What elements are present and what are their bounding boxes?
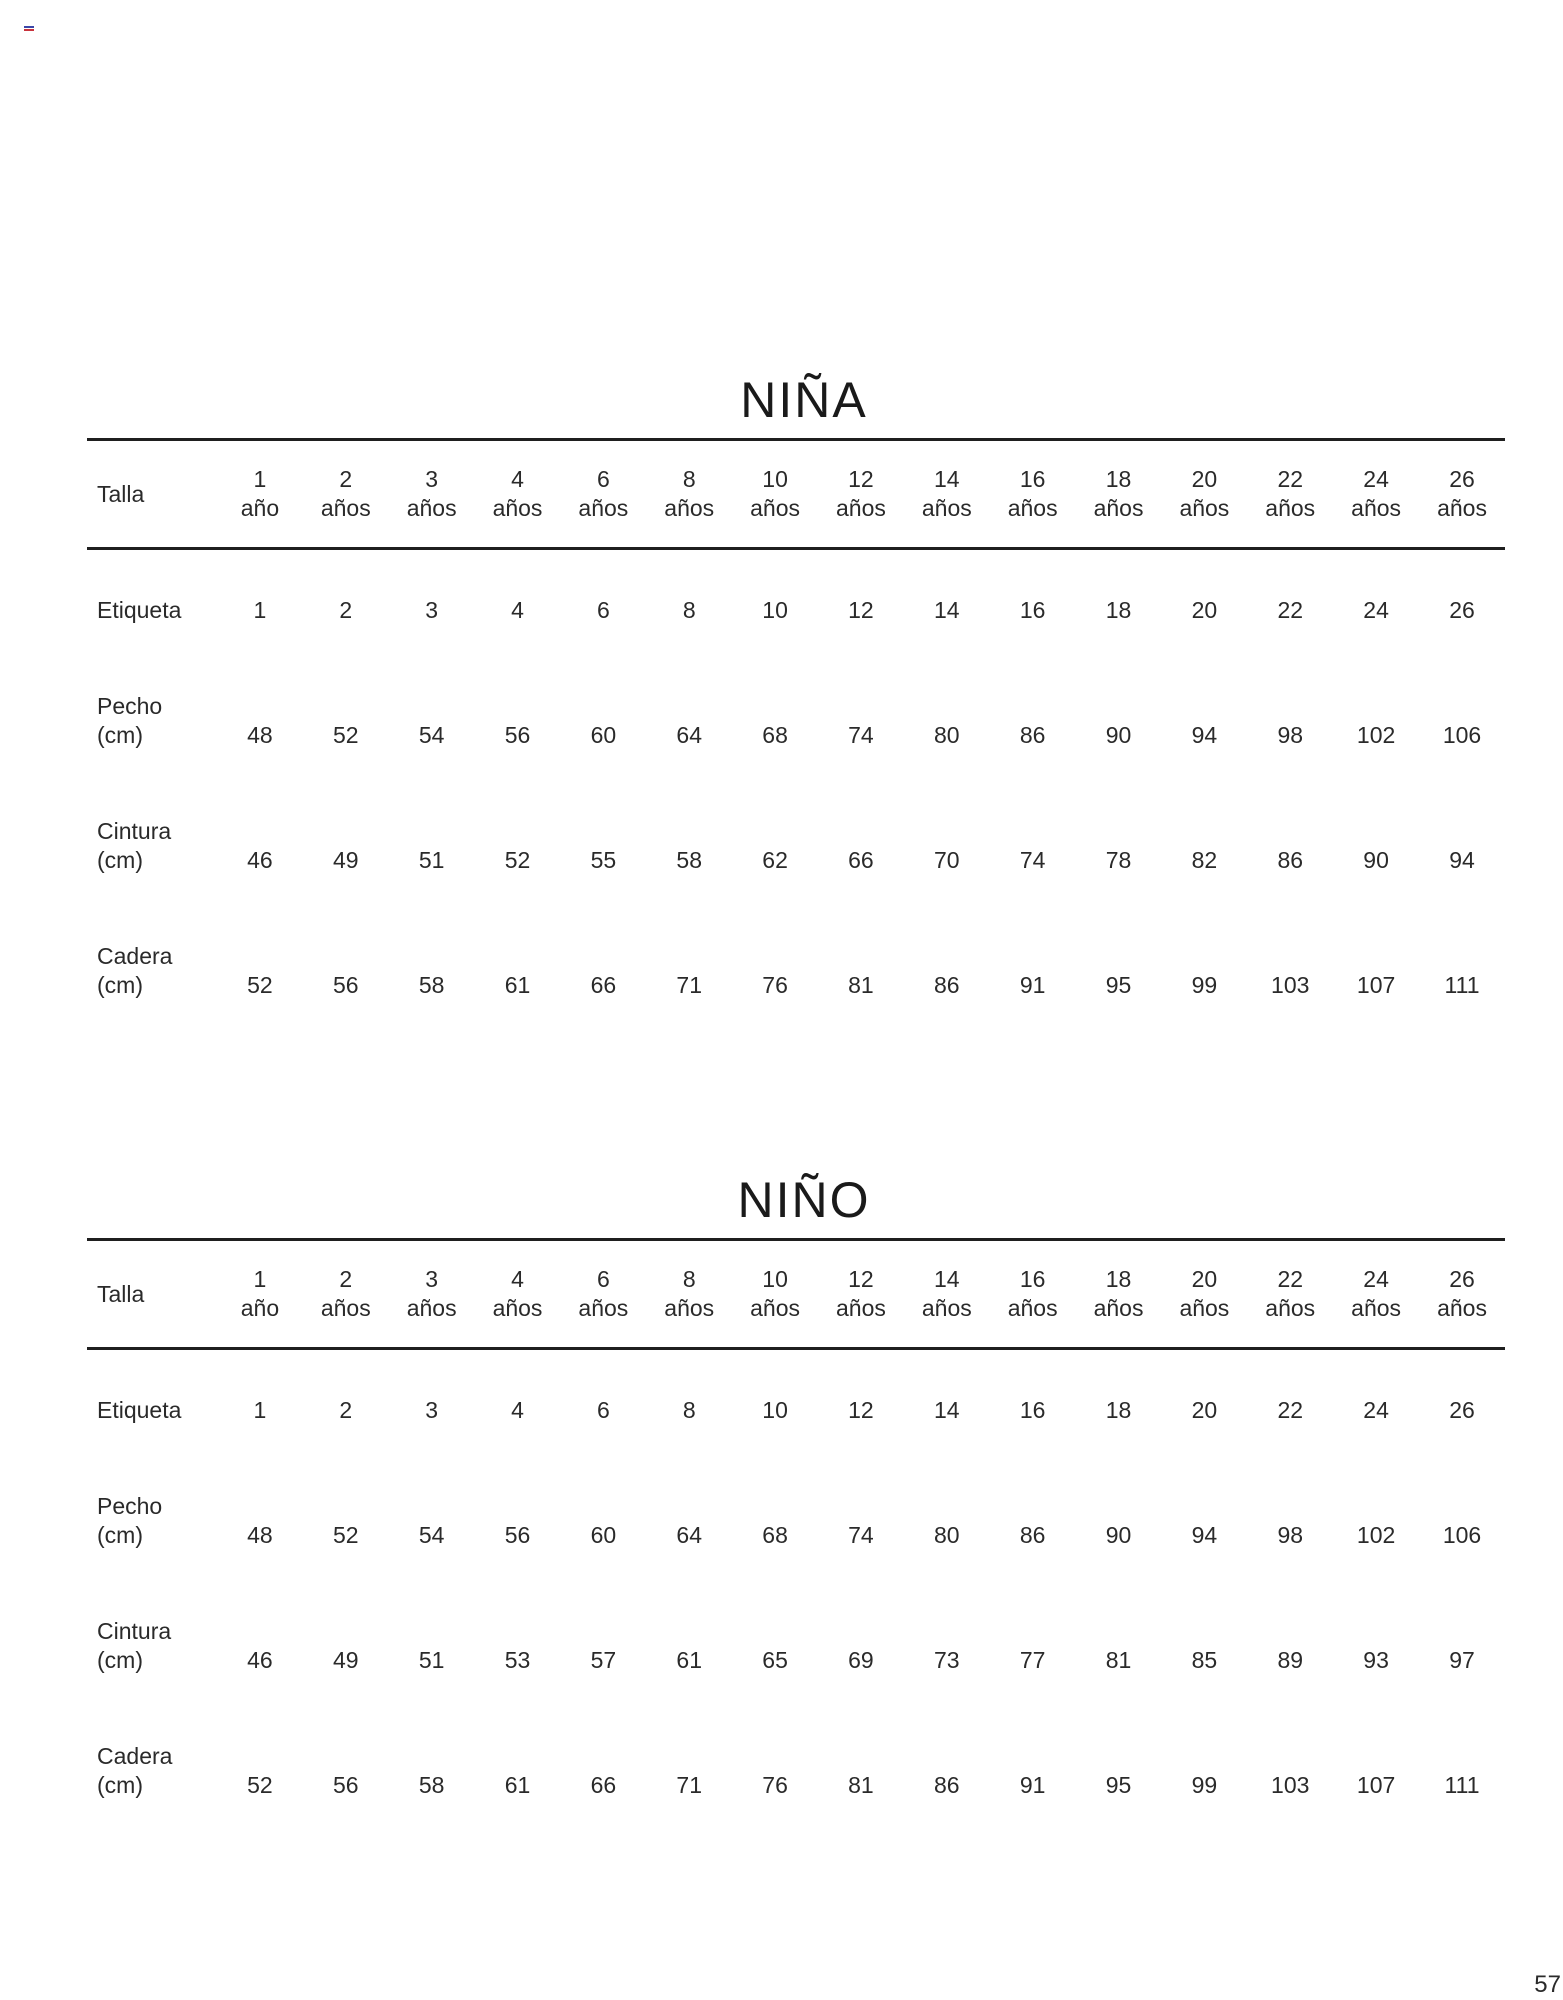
- table-cell: 52: [247, 1771, 273, 1798]
- size-column-unit: años: [492, 495, 543, 521]
- table-cell: 86: [934, 971, 960, 998]
- row-label-name: Cintura: [97, 1617, 172, 1644]
- size-column-number: 1: [253, 1266, 267, 1292]
- table-cell: 107: [1356, 1771, 1396, 1798]
- table-cell: 86: [934, 1771, 960, 1798]
- table-cell: 52: [332, 721, 359, 748]
- table-cell: 66: [848, 846, 874, 873]
- size-column-header: [560, 440, 646, 549]
- table-cell: 98: [1277, 721, 1304, 748]
- size-column-number: 12: [848, 466, 874, 492]
- table-cell: 26: [1449, 1396, 1475, 1423]
- size-column-number: 16: [1019, 1266, 1046, 1292]
- table-cell: 71: [676, 1771, 703, 1798]
- table-cell: 58: [418, 971, 445, 998]
- table-cell: 86: [1019, 721, 1046, 748]
- size-column-number: 20: [1191, 1266, 1218, 1292]
- size-column-unit: años: [1007, 495, 1058, 521]
- table-cell: 14: [934, 1396, 960, 1423]
- size-column-unit: años: [1093, 495, 1144, 521]
- size-column-number: 12: [848, 1266, 874, 1292]
- table-cell: 2: [339, 1396, 353, 1423]
- size-column-header: [904, 1240, 990, 1349]
- table-cell: 74: [848, 1521, 874, 1548]
- table-cell: 12: [848, 596, 874, 623]
- table-cell: 3: [425, 596, 439, 623]
- table-row: [87, 658, 1505, 783]
- table-cell: 24: [1363, 596, 1389, 623]
- size-column-unit: años: [921, 1295, 972, 1321]
- table-cell: 57: [590, 1646, 617, 1673]
- table-cell: 22: [1277, 1396, 1304, 1423]
- table-cell: 94: [1191, 721, 1218, 748]
- table-cell: 64: [676, 721, 703, 748]
- row-label: [87, 1458, 217, 1583]
- size-column-header: [389, 440, 475, 549]
- size-column-number: 2: [339, 1266, 353, 1292]
- size-column-number: 20: [1191, 466, 1218, 492]
- table-cell: 99: [1191, 1771, 1218, 1798]
- size-column-unit: años: [1437, 1295, 1487, 1321]
- table-row: [87, 1349, 1505, 1459]
- size-column-header: [1333, 440, 1419, 549]
- size-column-unit: años: [1437, 495, 1487, 521]
- row-label-unit: (cm): [97, 1521, 143, 1548]
- size-column-number: 10: [762, 1266, 788, 1292]
- size-table-nina: [87, 438, 1505, 1033]
- size-column-header: [1161, 1240, 1247, 1349]
- row-label-unit: (cm): [97, 846, 143, 873]
- size-column-header: [303, 440, 389, 549]
- row-label-unit: (cm): [97, 971, 143, 998]
- size-column-header: [818, 440, 904, 549]
- size-table-nino: [87, 1238, 1505, 1833]
- size-column-number: 4: [511, 466, 524, 492]
- size-column-unit: años: [1179, 1295, 1230, 1321]
- size-column-number: 3: [425, 466, 439, 492]
- table-cell: 52: [504, 846, 531, 873]
- table-cell: 6: [596, 1396, 610, 1423]
- table-cell: 12: [848, 1396, 874, 1423]
- size-column-unit: años: [750, 1295, 801, 1321]
- table-cell: 8: [682, 1396, 696, 1423]
- row-label: [87, 1583, 217, 1708]
- table-cell: 90: [1363, 846, 1389, 873]
- table-cell: 76: [762, 971, 788, 998]
- table-cell: 6: [596, 596, 610, 623]
- table-cell: 61: [676, 1646, 703, 1673]
- size-column-unit: años: [320, 495, 371, 521]
- table-cell: 10: [762, 1396, 788, 1423]
- table-cell: 16: [1019, 596, 1046, 623]
- size-column-header: [389, 1240, 475, 1349]
- table-cell: 58: [418, 1771, 445, 1798]
- table-cell: 54: [418, 1521, 445, 1548]
- table-cell: 4: [511, 1396, 524, 1423]
- table-cell: 78: [1105, 846, 1132, 873]
- size-column-number: 22: [1277, 466, 1304, 492]
- table-cell: 48: [247, 721, 273, 748]
- table-row: [87, 1708, 1505, 1833]
- table-row: [87, 783, 1505, 908]
- row-label: [87, 908, 217, 1033]
- size-column-number: 6: [596, 466, 610, 492]
- size-column-header: [732, 1240, 818, 1349]
- table-cell: 99: [1191, 971, 1218, 998]
- table-cell: 74: [1019, 846, 1046, 873]
- size-column-number: 26: [1449, 1266, 1475, 1292]
- size-column-header: [1419, 1240, 1505, 1349]
- size-column-header: [1247, 440, 1333, 549]
- page-number: 57: [1534, 1971, 1561, 1998]
- table-cell: 52: [332, 1521, 359, 1548]
- row-label: [87, 783, 217, 908]
- table-cell: 62: [762, 846, 788, 873]
- table-cell: 86: [1277, 846, 1304, 873]
- size-column-header: [646, 1240, 732, 1349]
- table-cell: 102: [1356, 1521, 1396, 1548]
- size-column-unit: años: [1265, 495, 1316, 521]
- size-column-header: [303, 1240, 389, 1349]
- size-column-number: 3: [425, 1266, 439, 1292]
- table-row: [87, 908, 1505, 1033]
- size-column-header: [904, 440, 990, 549]
- table-cell: 55: [590, 846, 617, 873]
- table-cell: 64: [676, 1521, 703, 1548]
- size-column-number: 14: [934, 466, 960, 492]
- size-column-unit: años: [406, 1295, 457, 1321]
- table-cell: 70: [934, 846, 960, 873]
- table-cell: 3: [425, 1396, 439, 1423]
- size-column-unit: año: [240, 1295, 280, 1321]
- table-cell: 90: [1105, 1521, 1132, 1548]
- size-column-number: 14: [934, 1266, 960, 1292]
- table-cell: 106: [1442, 721, 1482, 748]
- row-label-name: Cintura: [97, 817, 172, 844]
- table-cell: 69: [848, 1646, 874, 1673]
- row-label-name: Cadera: [97, 1742, 173, 1769]
- table-cell: 66: [590, 971, 617, 998]
- size-column-unit: años: [836, 495, 886, 521]
- table-cell: 68: [762, 721, 788, 748]
- table-cell: 80: [934, 721, 960, 748]
- size-column-number: 22: [1277, 1266, 1304, 1292]
- table-cell: 73: [934, 1646, 960, 1673]
- table-cell: 18: [1105, 596, 1132, 623]
- table-cell: 106: [1442, 1521, 1482, 1548]
- table-row: [87, 1583, 1505, 1708]
- size-column-number: 16: [1019, 466, 1046, 492]
- size-column-header: [1333, 1240, 1419, 1349]
- size-column-header: [1419, 440, 1505, 549]
- size-section-nino: [87, 1168, 1505, 1833]
- size-column-number: 18: [1105, 466, 1132, 492]
- table-cell: 66: [590, 1771, 617, 1798]
- table-row: [87, 1458, 1505, 1583]
- table-cell: 91: [1019, 971, 1046, 998]
- table-cell: 81: [848, 1771, 874, 1798]
- table-cell: 60: [590, 1521, 617, 1548]
- size-column-unit: años: [578, 495, 629, 521]
- table-cell: 103: [1271, 971, 1310, 998]
- size-column-number: 24: [1363, 466, 1389, 492]
- table-cell: 107: [1356, 971, 1396, 998]
- table-cell: 52: [247, 971, 273, 998]
- size-column-header: [990, 1240, 1076, 1349]
- table-cell: 49: [332, 846, 359, 873]
- size-column-unit: años: [664, 1295, 715, 1321]
- table-cell: 1: [253, 596, 267, 623]
- row-label-name: Etiqueta: [97, 1396, 182, 1423]
- size-column-unit: años: [750, 495, 801, 521]
- size-column-number: 2: [339, 466, 353, 492]
- table-cell: 51: [418, 1646, 445, 1673]
- row-label: [87, 1349, 217, 1459]
- table-cell: 68: [762, 1521, 788, 1548]
- table-cell: 81: [1105, 1646, 1132, 1673]
- size-column-number: 1: [253, 466, 267, 492]
- size-column-number: 8: [682, 466, 696, 492]
- size-column-unit: años: [578, 1295, 629, 1321]
- size-column-number: 10: [762, 466, 788, 492]
- size-column-unit: años: [1351, 495, 1402, 521]
- table-cell: 71: [676, 971, 703, 998]
- size-column-unit: años: [921, 495, 972, 521]
- table-cell: 80: [934, 1521, 960, 1548]
- table-cell: 22: [1277, 596, 1304, 623]
- size-column-header: [818, 1240, 904, 1349]
- table-cell: 48: [247, 1521, 273, 1548]
- size-column-header: [1161, 440, 1247, 549]
- table-cell: 61: [504, 971, 531, 998]
- section-title: NIÑA: [740, 372, 868, 428]
- table-cell: 10: [762, 596, 788, 623]
- size-column-unit: año: [240, 495, 280, 521]
- table-cell: 53: [504, 1646, 531, 1673]
- table-cell: 20: [1191, 596, 1218, 623]
- menu-icon-bar-bottom: [24, 29, 34, 31]
- size-column-header: [646, 440, 732, 549]
- table-cell: 90: [1105, 721, 1132, 748]
- size-column-header: [990, 440, 1076, 549]
- row-label-unit: (cm): [97, 1646, 143, 1673]
- row-label: [87, 1708, 217, 1833]
- table-cell: 111: [1444, 1771, 1480, 1798]
- table-cell: 76: [762, 1771, 788, 1798]
- size-column-number: 18: [1105, 1266, 1132, 1292]
- table-cell: 14: [934, 596, 960, 623]
- table-cell: 18: [1105, 1396, 1132, 1423]
- menu-icon[interactable]: [24, 26, 34, 34]
- table-cell: 85: [1191, 1646, 1218, 1673]
- table-cell: 20: [1191, 1396, 1218, 1423]
- table-cell: 2: [339, 596, 353, 623]
- size-column-header: [217, 440, 303, 549]
- size-column-header: [1076, 1240, 1162, 1349]
- table-cell: 16: [1019, 1396, 1046, 1423]
- size-column-unit: años: [1179, 495, 1230, 521]
- table-cell: 103: [1271, 1771, 1310, 1798]
- size-column-number: 8: [682, 1266, 696, 1292]
- size-column-number: 4: [511, 1266, 524, 1292]
- table-cell: 51: [418, 846, 445, 873]
- size-column-number: 24: [1363, 1266, 1389, 1292]
- table-cell: 74: [848, 721, 874, 748]
- table-cell: 60: [590, 721, 617, 748]
- header-row: [87, 440, 1505, 549]
- table-cell: 98: [1277, 1521, 1304, 1548]
- size-column-header: [560, 1240, 646, 1349]
- table-cell: 49: [332, 1646, 359, 1673]
- header-label: Talla: [97, 1280, 145, 1307]
- size-column-number: 6: [596, 1266, 610, 1292]
- table-cell: 94: [1191, 1521, 1218, 1548]
- table-cell: 26: [1449, 596, 1475, 623]
- table-cell: 86: [1019, 1521, 1046, 1548]
- size-column-unit: años: [1265, 1295, 1316, 1321]
- size-column-number: 26: [1449, 466, 1475, 492]
- size-column-header: [732, 440, 818, 549]
- row-label: [87, 549, 217, 659]
- size-column-header: [217, 1240, 303, 1349]
- table-cell: 77: [1019, 1646, 1046, 1673]
- row-label-name: Cadera: [97, 942, 173, 969]
- table-cell: 102: [1356, 721, 1396, 748]
- table-cell: 97: [1449, 1646, 1475, 1673]
- menu-icon-bar-top: [24, 26, 34, 28]
- table-cell: 56: [332, 971, 359, 998]
- table-cell: 65: [762, 1646, 788, 1673]
- table-cell: 46: [247, 846, 273, 873]
- size-column-header: [1247, 1240, 1333, 1349]
- row-label-name: Pecho: [97, 692, 163, 719]
- size-column-header: [475, 1240, 561, 1349]
- size-column-unit: años: [320, 1295, 371, 1321]
- size-column-unit: años: [664, 495, 715, 521]
- table-cell: 4: [511, 596, 524, 623]
- table-cell: 46: [247, 1646, 273, 1673]
- size-column-unit: años: [1351, 1295, 1402, 1321]
- size-column-unit: años: [836, 1295, 886, 1321]
- table-cell: 61: [504, 1771, 531, 1798]
- table-cell: 93: [1363, 1646, 1389, 1673]
- table-cell: 56: [504, 721, 531, 748]
- table-cell: 111: [1444, 971, 1480, 998]
- row-label-name: Etiqueta: [97, 596, 182, 623]
- table-cell: 91: [1019, 1771, 1046, 1798]
- header-label: Talla: [97, 480, 145, 507]
- size-column-unit: años: [492, 1295, 543, 1321]
- size-column-unit: años: [406, 495, 457, 521]
- table-cell: 54: [418, 721, 445, 748]
- table-row: [87, 549, 1505, 659]
- table-cell: 56: [332, 1771, 359, 1798]
- table-cell: 81: [848, 971, 874, 998]
- table-cell: 1: [253, 1396, 267, 1423]
- size-section-nina: [87, 368, 1505, 1033]
- table-cell: 95: [1105, 1771, 1132, 1798]
- table-cell: 8: [682, 596, 696, 623]
- size-column-header: [475, 440, 561, 549]
- size-column-unit: años: [1007, 1295, 1058, 1321]
- size-column-header: [1076, 440, 1162, 549]
- table-cell: 89: [1277, 1646, 1304, 1673]
- size-column-unit: años: [1093, 1295, 1144, 1321]
- table-cell: 94: [1449, 846, 1475, 873]
- table-cell: 95: [1105, 971, 1132, 998]
- table-cell: 58: [676, 846, 703, 873]
- table-cell: 56: [504, 1521, 531, 1548]
- row-label: [87, 658, 217, 783]
- row-label-name: Pecho: [97, 1492, 163, 1519]
- row-label-unit: (cm): [97, 1771, 143, 1798]
- row-label-unit: (cm): [97, 721, 143, 748]
- table-cell: 24: [1363, 1396, 1389, 1423]
- section-title: NIÑO: [737, 1172, 871, 1228]
- table-cell: 82: [1191, 846, 1218, 873]
- header-row: [87, 1240, 1505, 1349]
